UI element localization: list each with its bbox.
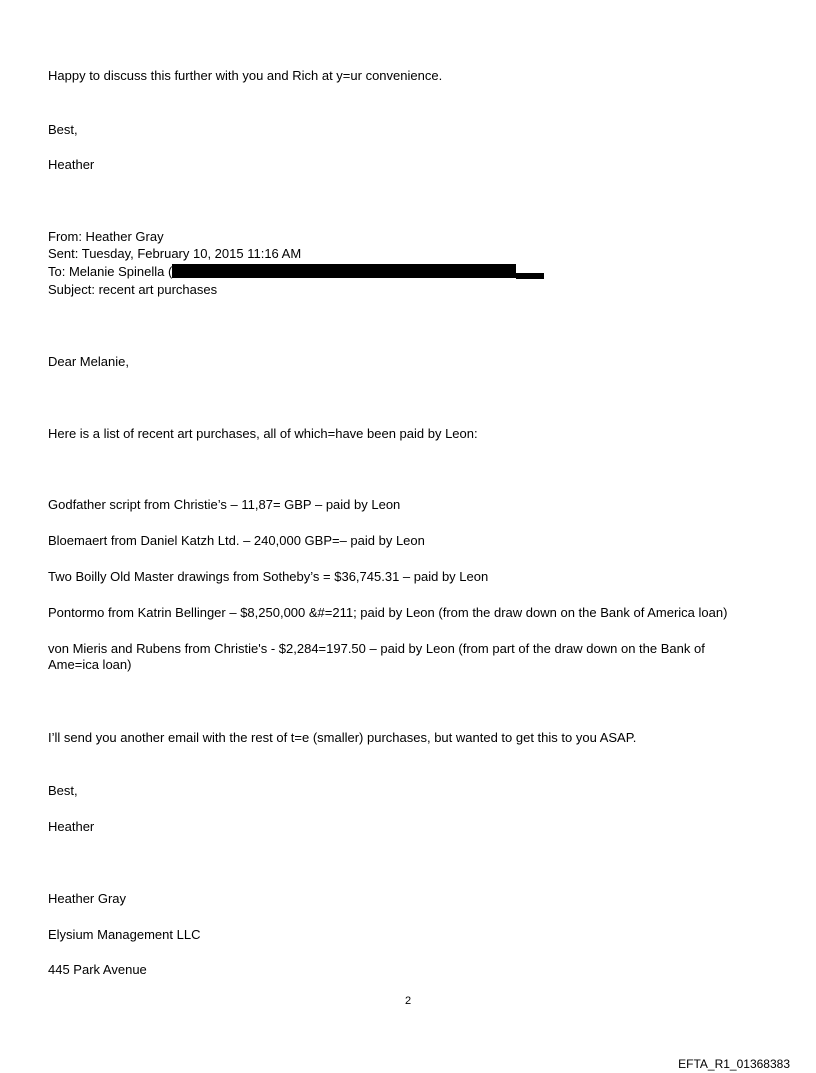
purchase-item: Two Boilly Old Master drawings from Sotheby’s = $36,745.31 – paid by Leon (48, 569, 489, 584)
intro-closing: Best, (48, 122, 78, 137)
redaction-bar-tail (516, 273, 544, 279)
purchase-item: Pontormo from Katrin Bellinger – $8,250,000 &#=211; paid by Leon (from the draw down on the Bank of America loan) (48, 605, 728, 620)
header-from: From: Heather Gray (48, 229, 164, 244)
intro-signoff: Heather (48, 157, 95, 172)
body-closing: Best, (48, 783, 78, 798)
body-intro: Here is a list of recent art purchases, all of which=have been paid by Leon: (48, 426, 478, 441)
intro-line: Happy to discuss this further with you and Rich at y=ur convenience. (48, 68, 443, 83)
body-signoff: Heather (48, 819, 95, 834)
signature-name: Heather Gray (48, 891, 127, 906)
purchase-item: Godfather script from Christie’s – 11,87= GBP – paid by Leon (48, 497, 401, 512)
header-to-prefix: To: Melanie Spinella ( (48, 264, 173, 279)
redaction-bar (172, 264, 516, 278)
header-subject: Subject: recent art purchases (48, 282, 218, 297)
purchase-item: von Mieris and Rubens from Christie's - $2,284=197.50 – paid by Leon (from part of the draw down on the Bank of Ame=ica loan) (48, 641, 705, 672)
header-to (48, 264, 544, 280)
header-sent: Sent: Tuesday, February 10, 2015 11:16 AM (48, 246, 302, 261)
purchase-item: Bloemaert from Daniel Katzh Ltd. – 240,000 GBP=– paid by Leon (48, 533, 425, 548)
signature-address: 445 Park Avenue (48, 962, 147, 977)
document-id: EFTA_R1_01368383 (678, 1057, 790, 1071)
page-number: 2 (404, 995, 412, 1007)
greeting: Dear Melanie, (48, 354, 129, 369)
followup-line: I’ll send you another email with the rest of t=e (smaller) purchases, but wanted to get this to you ASAP. (48, 730, 637, 745)
signature-company: Elysium Management LLC (48, 927, 201, 942)
